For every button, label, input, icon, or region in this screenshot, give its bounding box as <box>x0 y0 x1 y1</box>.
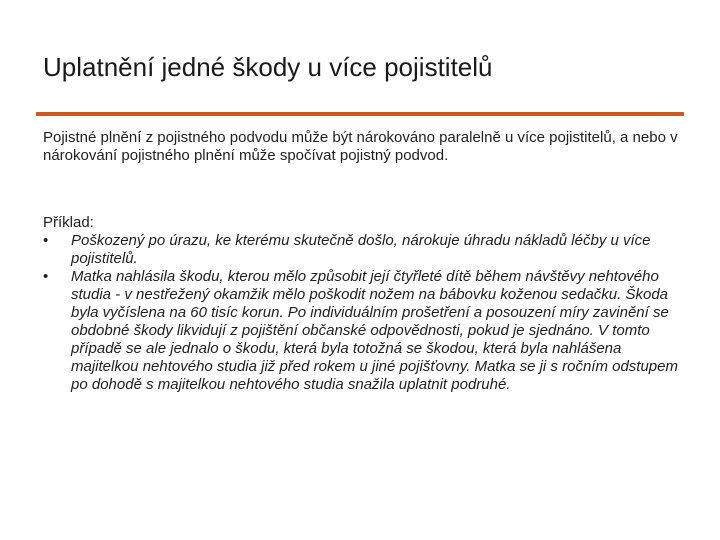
bullet-icon: • <box>43 232 49 249</box>
slide-title: Uplatnění jedné škody u více pojistitelů <box>43 52 493 82</box>
example-bullet-list <box>43 232 683 394</box>
bullet-text: Poškozený po úrazu, ke kterému skutečně došlo, nárokuje úhradu nákladů léčby u více pojistitelů. <box>71 232 651 267</box>
example-section <box>43 214 683 394</box>
list-item <box>43 268 683 394</box>
bullet-text: Matka nahlásila škodu, kterou mělo způsobit její čtyřleté dítě během návštěvy nehtového studia - v nestřežený okamžik mělo poškodit nožem na bábovku koženou sedačku. Škoda byla vyčíslena na 60 tisíc korun. Po individuálním prošetření a posouzení míry zavinění se obdobné škody likvidují z pojištění občanské odpovědnosti, pokud je sjednáno. V tomto případě se ale jednalo o škodu, která byla totožná se škodou, která byla nahlášena majitelkou nehtového studia již před rokem u jiné pojišťovny. Matka se ji s ročním odstupem po dohodě s majitelkou nehtového studia snažila uplatnit podruhé. <box>71 268 678 393</box>
title-divider <box>36 112 684 116</box>
intro-paragraph: Pojistné plnění z pojistného podvodu může být nárokováno paralelně u více pojistitelů, a nebo v nárokování pojistného plnění může spočívat pojistný podvod. <box>43 129 678 164</box>
example-heading: Příklad: <box>43 214 94 231</box>
list-item <box>43 232 683 268</box>
bullet-icon: • <box>43 268 49 285</box>
